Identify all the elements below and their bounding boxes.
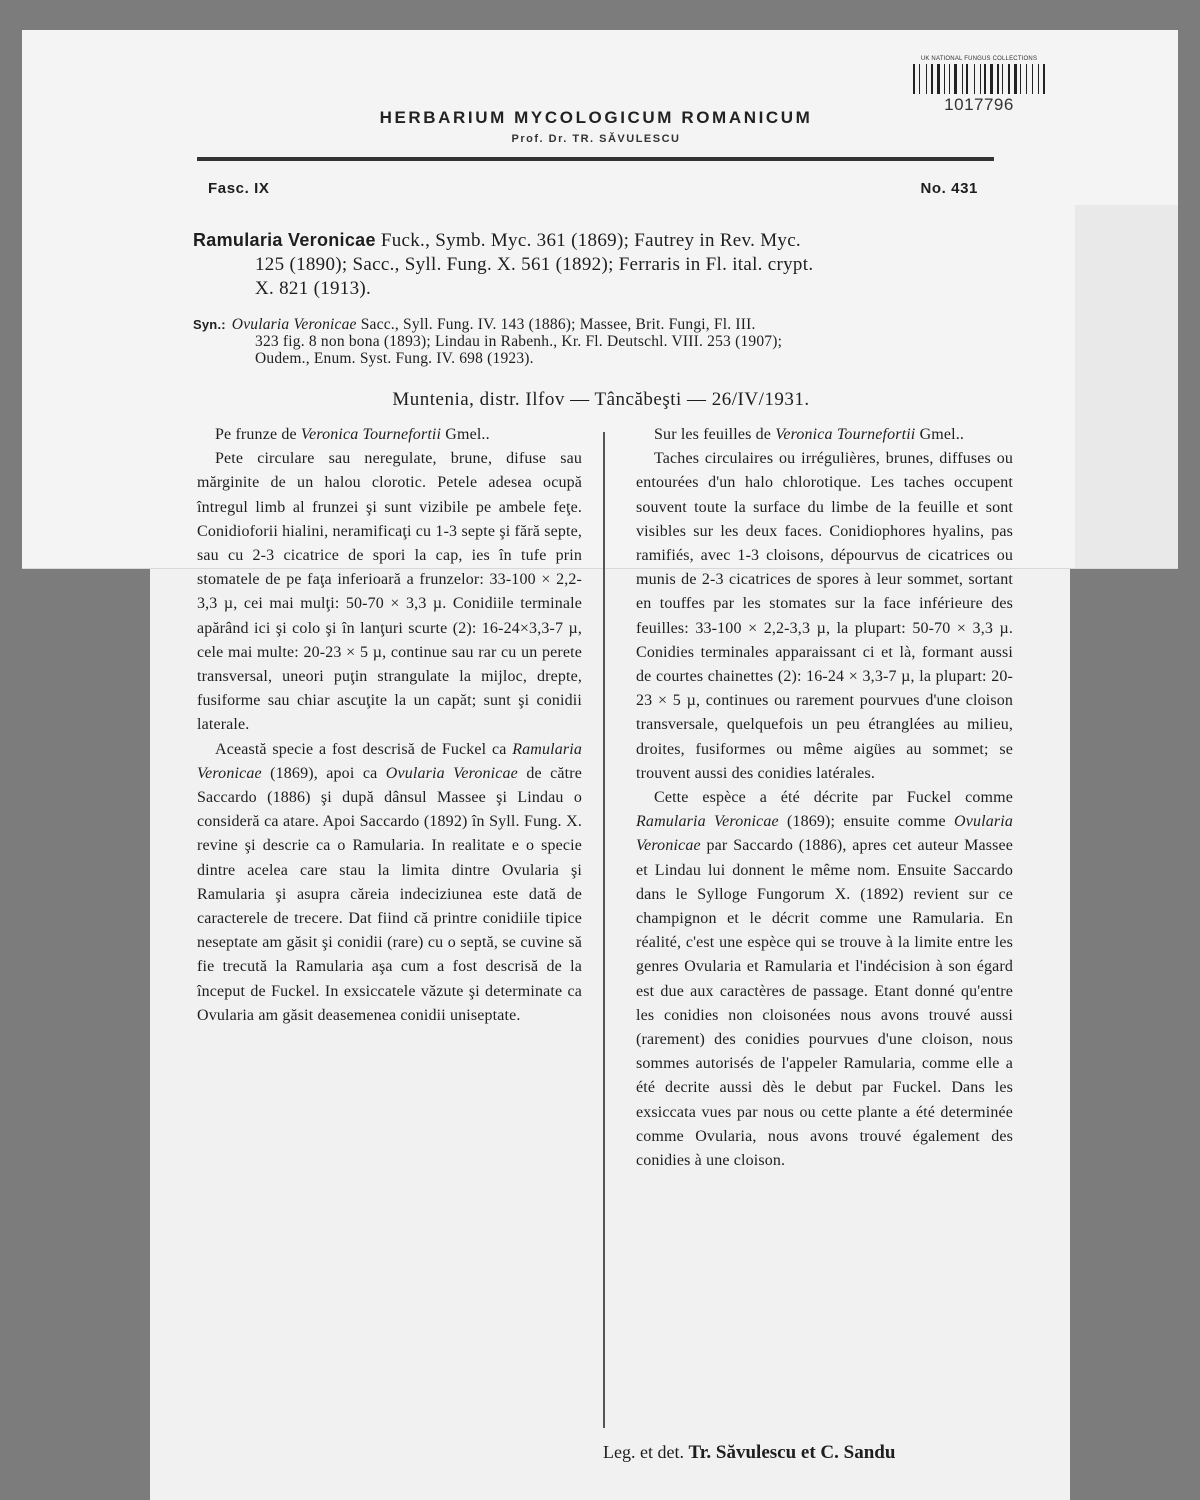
ro-tax-e: de către Saccardo (1886) şi după dânsul Massee şi Lindau o consideră ca atare. Apoi Saccardo (1892) în Syll. Fung. X. revine şi descrie ca o Ramularia. In realitate e o specie dintre acelea care stau la limita dintre Ovularia şi Ramularia şi asupra căreia indeciziunea este dată de caracterele de trecere. Dat fiind că printre conidiile tipice neseptate am găsit şi conidii (rare) cu o septă, se cuvine să fie trecută la Ramularia aşa cum a fost descrisă de la început de Fuckel. In exsiccatele văzute şi determinate ca Ovularia am găsit deasemenea conidii uniseptate. [197,764,582,1024]
barcode-bar [962,64,963,94]
barcode-bar [952,64,953,94]
fr-tax-c: (1869); ensuite comme [786,813,946,831]
citation-line-1: Fuck., Symb. Myc. 361 (1869); Fautrey in Rev. Myc. [380,230,801,251]
barcode-bar [946,64,948,94]
header-rule [197,157,994,161]
fr-tax-b: Ramularia Veronicae [636,813,779,831]
barcode-bar [1043,64,1045,94]
barcode-bar [1002,64,1003,94]
specimen-number: No. 431 [920,180,978,197]
barcode-bar [913,64,915,94]
citation-line-2: 125 (1890); Sacc., Syll. Fung. X. 561 (1892); Ferraris in Fl. ital. crypt. [255,254,814,275]
ro-host-paragraph [197,423,582,447]
barcode-bar [931,64,933,94]
signature-prefix: Leg. et det. [603,1442,684,1462]
synonym-line-2: 323 fig. 8 non bona (1893); Lindau in Rabenh., Kr. Fl. Deutschl. VIII. 253 (1907); [255,333,783,350]
barcode-bar [949,64,950,94]
barcode-number: 1017796 [944,95,1014,114]
barcode-bar [941,64,942,94]
barcode-caption: UK NATIONAL FUNGUS COLLECTIONS [920,56,1038,62]
barcode-bar [976,64,978,94]
barcode-bar [944,64,945,94]
fr-tax-a: Cette espèce a été décrite par Fuckel comme [654,789,1013,807]
barcode-bar [1041,64,1042,94]
barcode-bar [970,64,973,94]
barcode-icon [904,64,1054,94]
barcode-bar [1018,64,1019,94]
barcode-bar [964,64,965,94]
french-description [636,423,1013,1173]
barcode-bar [1038,64,1039,94]
fr-host-name: Veronica Tournefortii [775,426,916,443]
synonym-line-1: Sacc., Syll. Fung. IV. 143 (1886); Massee, Brit. Fungi, Fl. III. [360,316,756,333]
collector-signature [603,1442,895,1464]
ro-host-name: Veronica Tournefortii [300,426,442,443]
fr-host-paragraph [636,423,1013,447]
barcode-bar [1011,64,1012,94]
romanian-description [197,423,582,1028]
barcode-bar [937,64,940,94]
barcode-bar [935,64,936,94]
barcode-bar [980,64,981,94]
barcode-bar [919,64,920,94]
barcode-bar [921,64,924,94]
ro-taxonomy-paragraph [197,738,582,1028]
barcode-bar [1034,64,1037,94]
barcode-bar [988,64,989,94]
barcode-bar [1014,64,1017,94]
collection-locality: Muntenia, distr. Ilfov — Tâncăbeşti — 26/IV/1931. [392,389,810,410]
barcode-bar [1020,64,1021,94]
barcode-bar [984,64,986,94]
envelope-fold-shadow [1075,205,1178,568]
ro-host-prefix: Pe frunze de [215,426,297,443]
fascicle-label: Fasc. IX [208,180,270,197]
fr-tax-d: Ovularia Veronicae [636,813,1013,855]
barcode-bar [954,64,957,94]
ro-host-author: Gmel.. [445,426,490,443]
column-divider [603,432,605,1428]
barcode-bar [1032,64,1033,94]
herbarium-title: HERBARIUM MYCOLOGICUM ROMANICUM [379,108,813,127]
barcode-bar [1005,64,1007,94]
fr-morphology-paragraph: Taches circulaires ou irrégulières, brunes, diffuses ou entourées d'un halo chlorotique. Les taches occupent souvent toute la surface du limbe de la feuille et sont visibles sur les deux faces. Conidiophores hyalins, pas ramifiés, avec 1-3 cloisons, dépourvus de cicatrices ou munis de 2-3 cicatrices de spores à leur sommet, sortant en touffes par les stomates sur la face inférieure des feuilles: 33-100 × 2,2-3,3 µ, la plupart: 50-70 × 3,3 µ. Conidies terminales apparaissant ci et là, formant aussi de courtes chainettes (2): 16-24 × 3,3-7 µ, la plupart: 20-23 × 5 µ, continues ou rarement pourvues d'une cloison transversale, quelquefois un peu étranglées au milieu, droites, fusiformes ou même aigües au sommet; se trouvent aussi des conidies latérales. [636,450,1013,782]
ro-morphology-paragraph: Pete circulare sau neregulate, brune, difuse sau mărginite de un halou clorotic. Petele adesea ocupă întregul limb al frunzei şi sunt vizibile pe ambele feţe. Conidioforii hialini, neramificaţi cu 1-3 septe şi fără septe, sau cu 2-3 cicatrice de spori la cap, ies în tufe prin stomatele de pe faţa inferioară a frunzelor: 33-100 × 2,2-3,3 µ, cei mai mulţi: 50-70 × 3,3 µ. Conidiile terminale apărând ici şi colo şi în lanţuri scurte (2): 16-24×3,3-7 µ, cele mai multe: 20-23 × 5 µ, continue sau rar cu un perete transversal, uneori puţin strangulate la mijloc, drepte, fusiforme sau chiar ascuţite la un capăt; sunt şi conidii laterale. [197,450,582,734]
ro-tax-a: Această specie a fost descrisă de Fuckel ca [215,740,507,758]
barcode-bar [926,64,927,94]
barcode-bar [1026,64,1027,94]
collector-names: Tr. Săvulescu et C. Sandu [688,1442,896,1463]
synonym-name: Ovularia Veronicae [231,316,357,333]
barcode-bar [982,64,983,94]
barcode-bar [1000,64,1001,94]
fr-tax-e: par Saccardo (1886), apres cet auteur Massee et Lindau lui donnent le même nom. Ensuite Saccardo dans le Sylloge Fungorum X. (1892) revient sur ce champignon et le décrit comme une Ramularia. En réalité, c'est une espèce qui se trouve à la limite entre les genres Ovularia et Ramularia et l'indécision à son égard est due aux caractères de passage. Etant donné qu'entre les conidies non cloisonées nous avons trouvé aussi (rarement) des conidies pourvues d'une cloison, nous sommes autorisés de l'appeler Ramularia, comme elle a été decrite aussi dès le debut par Fuckel. Dans les exsiccata vues par nous ou cette plante a été determinée comme Ovularia, nous avons trouvé également des conidies à une cloison. [636,837,1014,1170]
species-name: Ramularia Veronicae [193,230,376,250]
fr-host-author: Gmel.. [919,426,965,443]
barcode-bar [958,64,960,94]
barcode-bar [974,64,975,94]
fr-host-prefix: Sur les feuilles de [654,426,772,443]
ro-tax-b: Ramularia Veronicae [197,740,582,782]
fr-taxonomy-paragraph [636,786,1013,1173]
herbarium-subtitle: Prof. Dr. TR. SĂVULESCU [511,133,681,145]
ro-tax-c: (1869), apoi ca [270,764,378,782]
barcode-bar [1028,64,1030,94]
barcode-bar [990,64,993,94]
barcode-bar [966,64,968,94]
barcode-bar [994,64,995,94]
barcode-bar [928,64,930,94]
barcode-bar [917,64,918,94]
synonyms-label: Syn.: [193,317,226,332]
ro-tax-d: Ovularia Veronicae [385,764,518,782]
barcode-bar [997,64,999,94]
synonyms [193,316,1008,367]
citation-line-3: X. 821 (1913). [255,278,372,299]
species-citation [193,228,1003,301]
barcode-bar [1008,64,1010,94]
barcode-bar [1023,64,1025,94]
synonym-line-3: Oudem., Enum. Syst. Fung. IV. 698 (1923). [255,350,534,367]
